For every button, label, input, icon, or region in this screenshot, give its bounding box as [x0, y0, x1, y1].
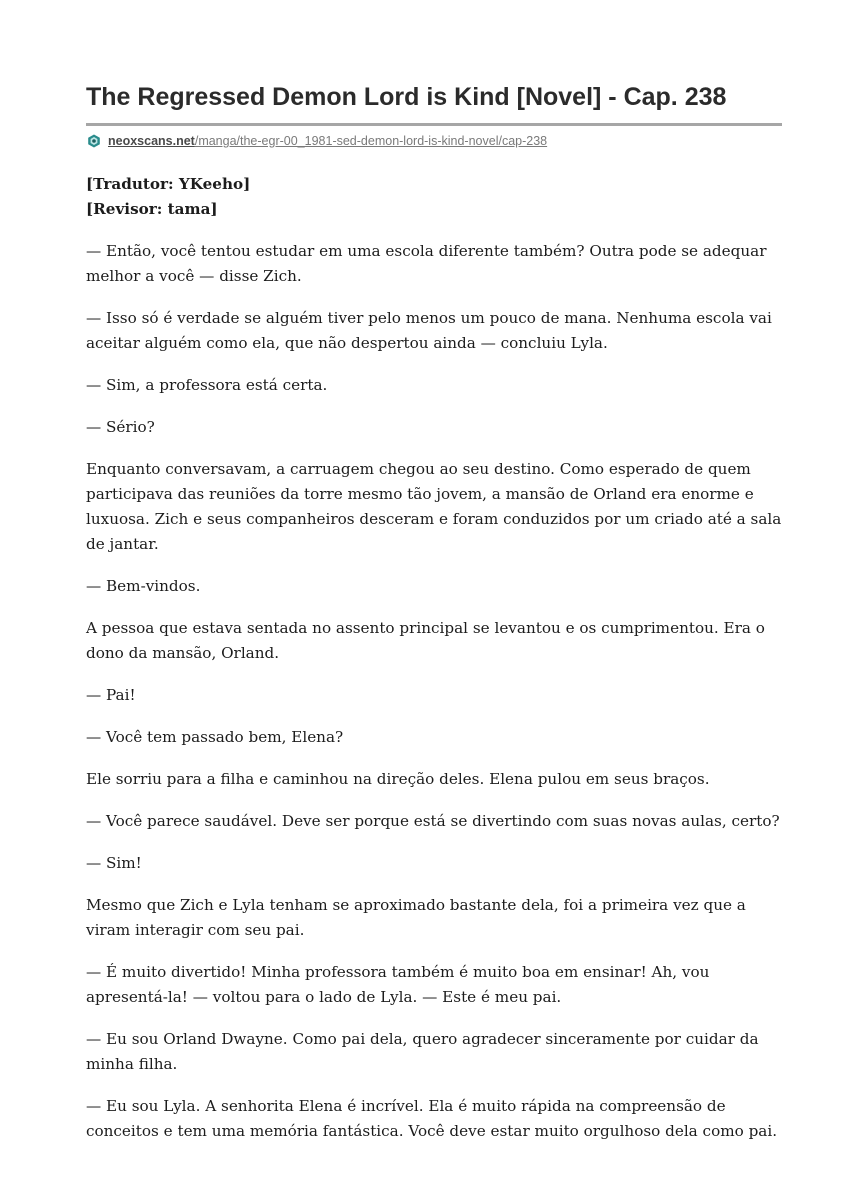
- site-favicon-icon: [87, 134, 101, 148]
- paragraph: — Isso só é verdade se alguém tiver pelo menos um pouco de mana. Nenhuma escola vai aceitar alguém como ela, que não despertou ainda — concluiu Lyla.: [86, 309, 772, 352]
- paragraph: — Sim, a professora está certa.: [86, 376, 328, 394]
- paragraph: — Pai!: [86, 686, 136, 704]
- credits-block: [86, 172, 782, 222]
- source-link[interactable]: [86, 132, 782, 150]
- paragraph: Enquanto conversavam, a carruagem chegou ao seu destino. Como esperado de quem participava das reuniões da torre mesmo tão jovem, a mansão de Orland era enorme e luxuosa. Zich e seus companheiros desceram e foram conduzidos por um criado até a sala de jantar.: [86, 460, 782, 553]
- page-title: The Regressed Demon Lord is Kind [Novel] - Cap. 238: [86, 83, 727, 111]
- translator-credit: [Tradutor: YKeeho]: [86, 175, 251, 193]
- paragraph: A pessoa que estava sentada no assento principal se levantou e os cumprimentou. Era o dono da mansão, Orland.: [86, 619, 765, 662]
- reviser-credit: [Revisor: tama]: [86, 200, 218, 218]
- paragraph: — Você parece saudável. Deve ser porque está se divertindo com suas novas aulas, certo?: [86, 812, 780, 830]
- paragraph: — Então, você tentou estudar em uma escola diferente também? Outra pode se adequar melhor a você — disse Zich.: [86, 242, 767, 285]
- paragraph: — É muito divertido! Minha professora também é muito boa em ensinar! Ah, vou apresentá-la! — voltou para o lado de Lyla. — Este é meu pai.: [86, 963, 710, 1006]
- paragraph: — Eu sou Orland Dwayne. Como pai dela, quero agradecer sinceramente por cuidar da minha filha.: [86, 1030, 759, 1073]
- paragraph: Ele sorriu para a filha e caminhou na direção deles. Elena pulou em seus braços.: [86, 770, 710, 788]
- source-path[interactable]: /manga/the-egr-00_1981-sed-demon-lord-is-kind-novel/cap-238: [194, 134, 548, 148]
- document-page: [86, 80, 782, 1144]
- paragraph: Mesmo que Zich e Lyla tenham se aproximado bastante dela, foi a primeira vez que a viram interagir com seu pai.: [86, 896, 746, 939]
- paragraph: — Bem-vindos.: [86, 577, 201, 595]
- paragraph: — Você tem passado bem, Elena?: [86, 728, 344, 746]
- paragraph: — Eu sou Lyla. A senhorita Elena é incrível. Ela é muito rápida na compreensão de conceitos e tem uma memória fantástica. Você deve estar muito orgulhoso dela como pai.: [86, 1097, 778, 1140]
- title-divider: [86, 123, 782, 126]
- paragraph: — Sério?: [86, 418, 155, 436]
- chapter-content: [86, 172, 782, 1144]
- source-domain[interactable]: neoxscans.net: [108, 134, 195, 148]
- paragraph: — Sim!: [86, 854, 142, 872]
